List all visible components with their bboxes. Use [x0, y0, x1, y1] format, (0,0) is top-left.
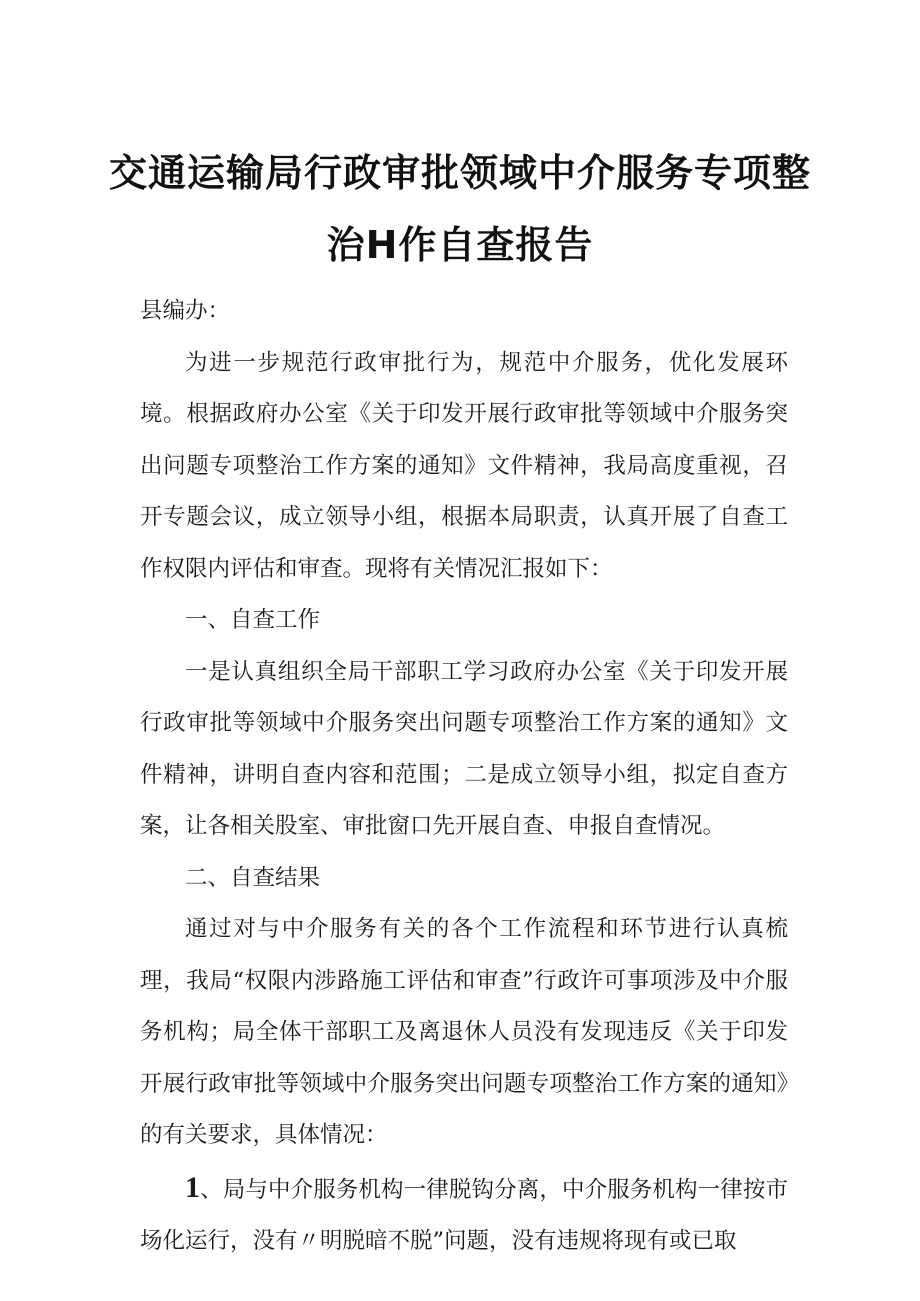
section-heading-self-check-work: 一、自查工作 — [185, 607, 321, 633]
self-check-results-paragraph: 通过对与中介服务有关的各个工作流程和环节进行认真梳理，我局“权限内涉路施工评估和审查”行政许可事项涉及中介服务机构；局全体干部职工及离退休人员没有发现违反《关于印发开展行政审批等领域中介服务突出问题专项整治工作方案的通知》的有关要求，具体情况： — [140, 916, 788, 1148]
intro-paragraph: 为进一步规范行政审批行为，规范中介服务，优化发展环境。根据政府办公室《关于印发开展行政审批等领域中介服务突出问题专项整治工作方案的通知》文件精神，我局高度重视，召开专题会议，成立领导小组，根据本局职责，认真开展了自查工作权限内评估和审查。现将有关情况汇报如下： — [140, 349, 788, 582]
salutation: 县编办： — [140, 298, 231, 324]
self-check-work-paragraph: 一是认真组织全局干部职工学习政府办公室《关于印发开展行政审批等领域中介服务突出问题专项整治工作方案的通知》文件精神，讲明自查内容和范围；二是成立领导小组，拟定自查方案，让各相关股室、审批窗口先开展自查、申报自查情况。 — [140, 658, 788, 839]
list-item-1 — [140, 1162, 788, 1268]
document-title-line-2: 治H作自查报告 — [326, 223, 594, 267]
section-heading-self-check-results: 二、自查结果 — [185, 864, 321, 891]
document-body — [140, 286, 788, 1268]
document-title-line-1: 交通运输局行政审批领域中介服务专项整 — [108, 151, 811, 195]
list-item-1-number: 1 — [185, 1170, 200, 1204]
list-item-1-text: 、局与中介服务机构一律脱钩分离，中介服务机构一律按市场化运行，没有〃明脱暗不脱”问题，没有违规将现有或已取 — [140, 1176, 788, 1254]
